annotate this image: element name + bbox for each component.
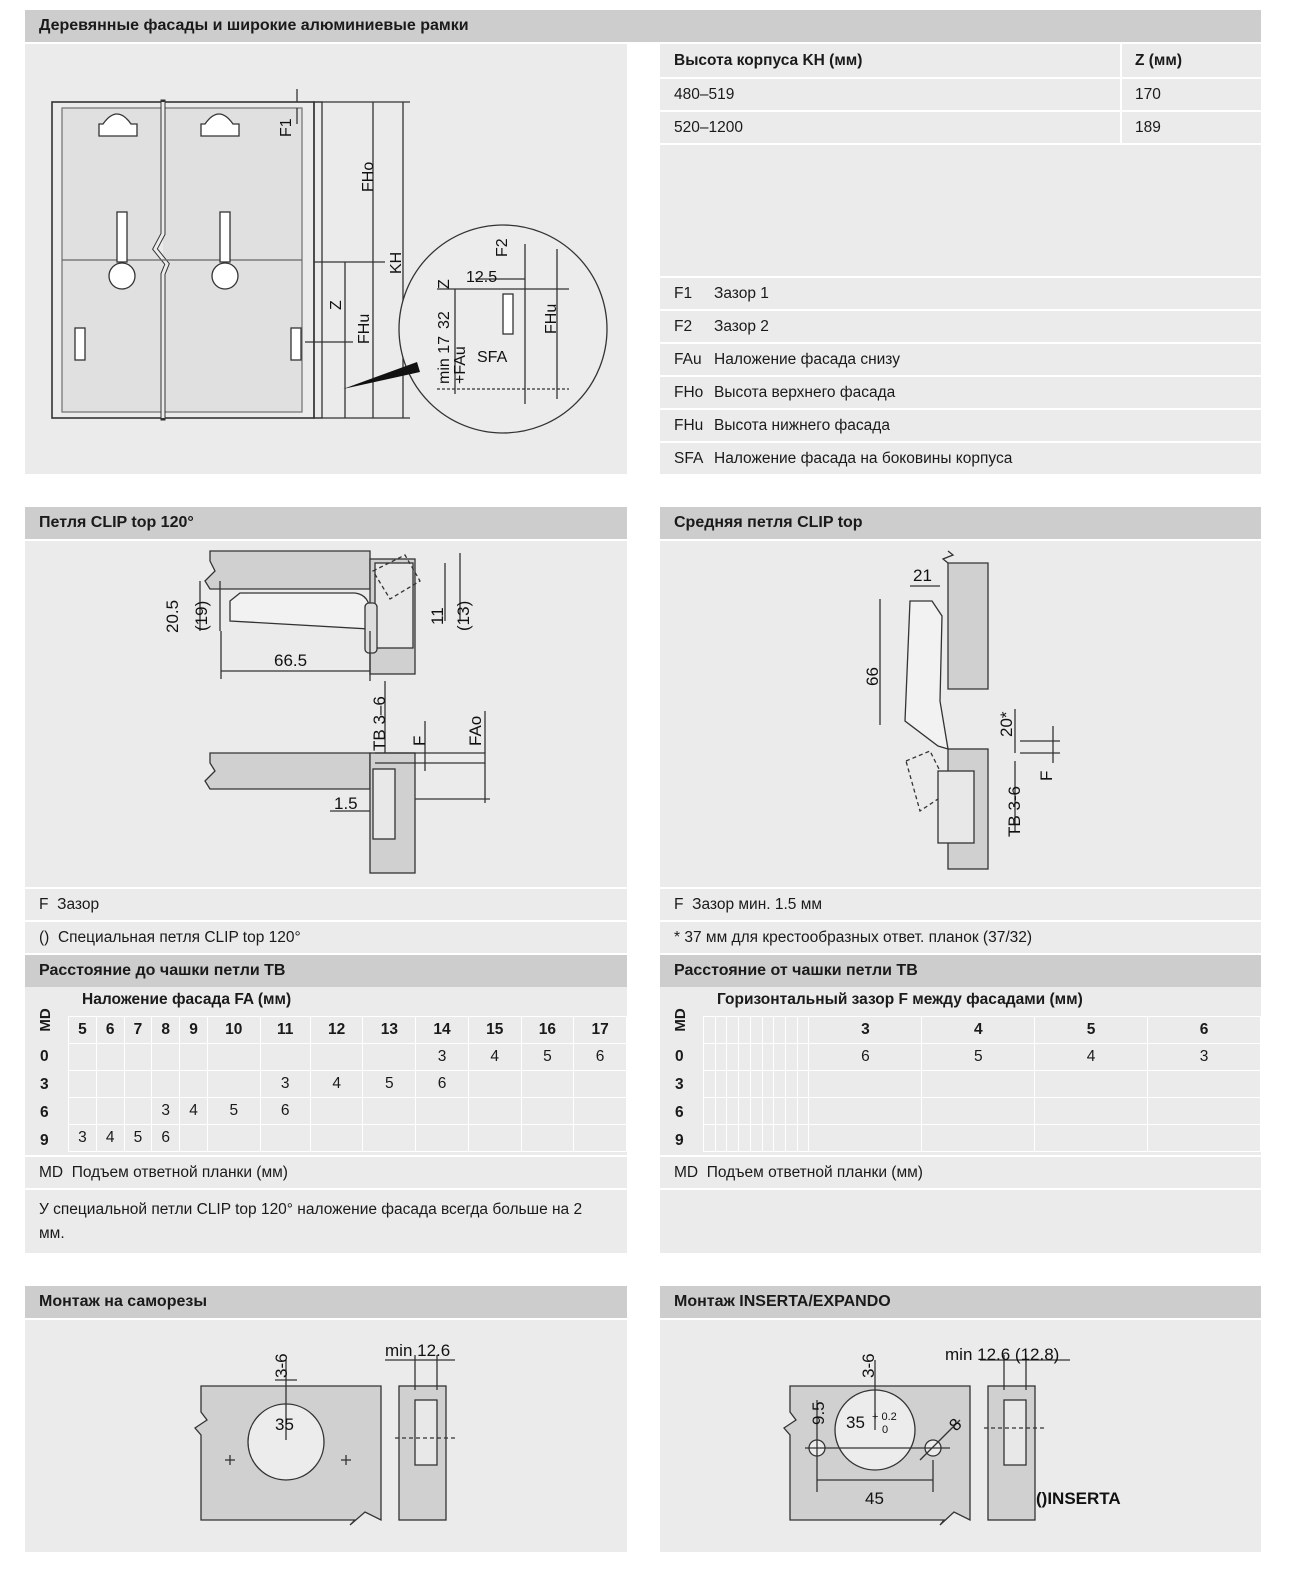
col-header: 7 — [124, 1017, 152, 1044]
note-key: () — [39, 929, 50, 946]
legend-item — [660, 276, 1261, 309]
table-cell — [797, 1125, 809, 1152]
table-cell — [363, 1098, 416, 1125]
table-header-row — [69, 1017, 627, 1044]
legend-value: Зазор 1 — [714, 285, 769, 302]
md-row-label: 6 — [675, 1104, 684, 1121]
dim-FHo: FHo — [360, 161, 377, 192]
dim-FHu: FHu — [356, 313, 373, 344]
col-header — [762, 1017, 774, 1044]
table-cell — [521, 1071, 574, 1098]
tb-table — [68, 1016, 627, 1152]
table-cell — [739, 1071, 751, 1098]
table-cell — [786, 1071, 798, 1098]
footer-key: MD — [674, 1164, 699, 1181]
table-cell — [96, 1044, 124, 1071]
table-cell: 6 — [260, 1098, 310, 1125]
tb-footer — [25, 1155, 627, 1188]
dim-11: 11 — [428, 607, 447, 625]
table-cell — [363, 1125, 416, 1152]
legend-item — [660, 441, 1261, 474]
dim-45: 45 — [865, 1489, 884, 1508]
kh-table-row — [660, 77, 1261, 110]
col-header — [750, 1017, 762, 1044]
table-cell — [786, 1125, 798, 1152]
table-cell: 6 — [574, 1044, 627, 1071]
dim-21: 21 — [913, 566, 932, 585]
table-cell — [797, 1071, 809, 1098]
table-cell — [96, 1098, 124, 1125]
dim-FAo: FAo — [466, 715, 485, 746]
dim-F: F — [410, 735, 429, 746]
z-value: 189 — [1135, 119, 1161, 136]
table-cell — [310, 1098, 363, 1125]
table-cell — [786, 1044, 798, 1071]
table-cell — [750, 1125, 762, 1152]
dim-13: (13) — [454, 600, 473, 631]
table-cell — [727, 1071, 739, 1098]
dim-19: (19) — [192, 600, 211, 631]
md-row-label: 9 — [40, 1132, 49, 1149]
table-cell — [762, 1098, 774, 1125]
section-header-tb-distance-middle: Расстояние от чашки петли TB — [660, 955, 1261, 987]
legend-value: Зазор 2 — [714, 318, 769, 335]
legend-value: Высота нижнего фасада — [714, 417, 890, 434]
table-row — [69, 1044, 627, 1071]
dim-F1: F1 — [278, 118, 295, 137]
kh-value: 480–519 — [674, 86, 735, 103]
table-cell — [207, 1071, 260, 1098]
legend-key: FHo — [674, 384, 704, 401]
table-cell — [922, 1071, 1035, 1098]
table-cell — [1035, 1071, 1148, 1098]
table-cell: 4 — [1035, 1044, 1148, 1071]
table-cell: 5 — [124, 1125, 152, 1152]
md-row-label: 6 — [40, 1104, 49, 1121]
table-cell — [180, 1071, 208, 1098]
kh-col-header: Высота корпуса KH (мм) — [674, 52, 863, 69]
table-cell — [260, 1044, 310, 1071]
legend-key: F1 — [674, 285, 693, 302]
table-cell — [310, 1125, 363, 1152]
legend-item — [660, 375, 1261, 408]
table-cell — [207, 1044, 260, 1071]
table-cell: 3 — [152, 1098, 180, 1125]
legend-key: SFA — [674, 450, 704, 467]
dim-9-5: 9.5 — [809, 1401, 828, 1425]
dim-32: 32 — [436, 311, 453, 329]
note-value: Специальная петля CLIP top 120° — [57, 929, 301, 946]
dim-3-6: 3-6 — [859, 1353, 878, 1378]
table-cell — [521, 1098, 574, 1125]
col-header: 8 — [152, 1017, 180, 1044]
col-header: 10 — [207, 1017, 260, 1044]
kh-col-divider — [1120, 44, 1122, 143]
table-cell — [180, 1044, 208, 1071]
note-value: 37 мм для крестообразных ответ. планок (37/32) — [684, 929, 1033, 946]
table-row — [704, 1071, 1261, 1098]
dim-FHu-detail: FHu — [543, 303, 560, 334]
table-cell: 4 — [468, 1044, 521, 1071]
table-cell — [207, 1125, 260, 1152]
dim-Z: Z — [328, 300, 345, 310]
legend-value: Высота верхнего фасада — [714, 384, 896, 401]
col-header: 17 — [574, 1017, 627, 1044]
table-cell — [521, 1125, 574, 1152]
table-row — [69, 1125, 627, 1152]
col-header — [797, 1017, 809, 1044]
table-cell — [69, 1098, 97, 1125]
col-header — [727, 1017, 739, 1044]
footer-value: Подъем ответной планки (мм) — [71, 1164, 288, 1181]
table-cell: 6 — [416, 1071, 469, 1098]
dim-66-5: 66.5 — [274, 651, 308, 670]
table-cell — [739, 1044, 751, 1071]
table-cell — [715, 1125, 727, 1152]
table-cell — [704, 1098, 716, 1125]
table-cell: 5 — [363, 1071, 416, 1098]
col-header — [715, 1017, 727, 1044]
col-header: 14 — [416, 1017, 469, 1044]
table-cell — [152, 1044, 180, 1071]
table-cell — [468, 1071, 521, 1098]
table-cell: 4 — [310, 1071, 363, 1098]
note-value: Зазор — [57, 896, 100, 913]
divider — [660, 143, 1261, 145]
note-item — [25, 887, 627, 920]
dim-1-5: 1.5 — [334, 794, 358, 813]
col-header — [704, 1017, 716, 1044]
dim-20-star: 20* — [997, 711, 1016, 737]
md-row-label: 3 — [40, 1076, 49, 1093]
table-row — [704, 1044, 1261, 1071]
dim-min-12-6-12-8: min 12.6 (12.8) — [945, 1345, 1060, 1364]
section-header-tb-distance: Расстояние до чашки петли TB — [25, 955, 627, 987]
tb-table-middle — [703, 1016, 1261, 1152]
table-cell — [260, 1125, 310, 1152]
inserta-label: ()INSERTA — [1036, 1489, 1121, 1508]
z-col-header: Z (мм) — [1135, 52, 1183, 69]
table-cell — [727, 1125, 739, 1152]
table-cell: 3 — [416, 1044, 469, 1071]
table-cell — [574, 1125, 627, 1152]
legend-value: Наложение фасада снизу — [714, 351, 900, 368]
table-cell — [574, 1098, 627, 1125]
dim-SFA: SFA — [477, 349, 508, 366]
md-row-label: 3 — [675, 1076, 684, 1093]
col-header: 11 — [260, 1017, 310, 1044]
table-cell: 3 — [69, 1125, 97, 1152]
table-cell — [1148, 1071, 1261, 1098]
table-cell — [727, 1098, 739, 1125]
table-cell — [774, 1125, 786, 1152]
footer-key: MD — [39, 1164, 64, 1181]
table-cell — [704, 1071, 716, 1098]
col-header — [786, 1017, 798, 1044]
legend-value: Наложение фасада на боковины корпуса — [714, 450, 1013, 467]
col-header: 12 — [310, 1017, 363, 1044]
table-cell — [69, 1044, 97, 1071]
md-row-label: 9 — [675, 1132, 684, 1149]
dim-tolerance-bottom: 0 — [882, 1424, 889, 1436]
table-cell — [152, 1071, 180, 1098]
table-cell — [715, 1098, 727, 1125]
middle-clip-top-diagram — [660, 541, 1261, 887]
clip-top-120-diagram — [25, 541, 627, 887]
col-header: 3 — [809, 1017, 922, 1044]
dim-3-6: 3-6 — [272, 1353, 291, 1378]
table-cell — [1148, 1125, 1261, 1152]
table-cell — [774, 1044, 786, 1071]
legend-item — [660, 342, 1261, 375]
table-cell — [922, 1125, 1035, 1152]
section-header-screw-mount: Монтаж на саморезы — [25, 1286, 627, 1318]
table-cell: 6 — [152, 1125, 180, 1152]
table-cell — [809, 1125, 922, 1152]
table-cell — [416, 1098, 469, 1125]
table-cell — [774, 1071, 786, 1098]
col-header — [739, 1017, 751, 1044]
dim-tb-3-6: TB 3–6 — [370, 696, 389, 751]
table-cell — [774, 1098, 786, 1125]
table-cell: 4 — [96, 1125, 124, 1152]
table-cell — [715, 1044, 727, 1071]
dim-35: 35 — [275, 1415, 294, 1434]
table-cell — [762, 1044, 774, 1071]
tb-table-caption: Горизонтальный зазор F между фасадами (мм) — [717, 991, 1083, 1008]
table-cell — [750, 1071, 762, 1098]
dim-KH: KH — [388, 251, 405, 274]
table-cell — [1148, 1098, 1261, 1125]
col-header: 4 — [922, 1017, 1035, 1044]
section-header-facades: Деревянные фасады и широкие алюминиевые рамки — [25, 10, 1261, 42]
dim-min-12-6: min 12.6 — [385, 1341, 451, 1360]
table-cell — [124, 1071, 152, 1098]
legend-key: FHu — [674, 417, 704, 434]
note-key: * — [674, 929, 681, 946]
col-header: 15 — [468, 1017, 521, 1044]
table-cell: 5 — [922, 1044, 1035, 1071]
note-value: Зазор мин. 1.5 мм — [692, 896, 823, 913]
legend-key: F2 — [674, 318, 693, 335]
dim-min17: min 17 — [436, 335, 453, 384]
col-header: 16 — [521, 1017, 574, 1044]
section-header-clip-top-120: Петля CLIP top 120° — [25, 507, 627, 539]
table-row — [69, 1098, 627, 1125]
table-header-row — [704, 1017, 1261, 1044]
tb-table-caption: Наложение фасада FA (мм) — [82, 991, 292, 1008]
table-cell — [124, 1044, 152, 1071]
table-cell — [750, 1044, 762, 1071]
note-key: F — [674, 896, 684, 913]
inserta-mount-diagram — [660, 1320, 1261, 1552]
table-cell: 5 — [521, 1044, 574, 1071]
table-cell — [574, 1071, 627, 1098]
z-value: 170 — [1135, 86, 1161, 103]
col-header — [774, 1017, 786, 1044]
table-cell — [124, 1098, 152, 1125]
table-cell — [1035, 1098, 1148, 1125]
col-header: 9 — [180, 1017, 208, 1044]
table-cell — [96, 1071, 124, 1098]
table-cell — [739, 1125, 751, 1152]
table-cell: 4 — [180, 1098, 208, 1125]
table-cell — [1035, 1125, 1148, 1152]
note-item — [660, 887, 1261, 920]
dim-20-5: 20.5 — [163, 599, 182, 633]
table-cell: 5 — [207, 1098, 260, 1125]
table-cell: 6 — [809, 1044, 922, 1071]
kh-table-header — [660, 44, 1261, 77]
table-cell — [69, 1071, 97, 1098]
md-row-label: 0 — [675, 1048, 684, 1065]
legend-item — [660, 408, 1261, 441]
dim-F2: F2 — [494, 238, 511, 257]
table-cell — [797, 1098, 809, 1125]
col-header: 6 — [96, 1017, 124, 1044]
table-cell — [363, 1044, 416, 1071]
table-cell — [727, 1044, 739, 1071]
dim-FAu: +FAu — [452, 346, 469, 384]
dim-8: 8 — [945, 1414, 966, 1435]
tb-table-md-label: MD — [672, 1008, 689, 1032]
dim-tb-3-6: TB 3-6 — [1005, 785, 1024, 837]
note-item — [25, 920, 627, 953]
table-cell — [180, 1125, 208, 1152]
divider — [660, 1188, 1261, 1190]
kh-table-row — [660, 110, 1261, 143]
table-cell — [809, 1098, 922, 1125]
col-header: 5 — [69, 1017, 97, 1044]
dim-12-5: 12.5 — [466, 269, 498, 286]
table-cell — [762, 1125, 774, 1152]
section-header-middle-clip-top: Средняя петля CLIP top — [660, 507, 1261, 539]
table-cell: 3 — [1148, 1044, 1261, 1071]
kh-value: 520–1200 — [674, 119, 743, 136]
table-cell — [739, 1098, 751, 1125]
facades-diagram — [25, 44, 627, 474]
tb-footer-middle — [660, 1155, 1261, 1188]
table-cell — [310, 1044, 363, 1071]
dim-F: F — [1037, 770, 1056, 781]
legend-key: FAu — [674, 351, 702, 368]
table-cell — [809, 1071, 922, 1098]
tb-table-md-label: MD — [37, 1008, 54, 1032]
table-cell — [786, 1098, 798, 1125]
dim-66: 66 — [863, 667, 882, 686]
table-cell — [922, 1098, 1035, 1125]
table-row — [69, 1071, 627, 1098]
col-header: 13 — [363, 1017, 416, 1044]
screw-mount-diagram — [25, 1320, 627, 1552]
table-row — [704, 1098, 1261, 1125]
table-cell — [416, 1125, 469, 1152]
footer-value: Подъем ответной планки (мм) — [706, 1164, 923, 1181]
table-cell: 3 — [260, 1071, 310, 1098]
dim-tolerance-top: + 0.2 — [872, 1411, 897, 1423]
table-cell — [704, 1044, 716, 1071]
section-header-inserta-mount: Монтаж INSERTA/EXPANDO — [660, 1286, 1261, 1318]
table-row — [704, 1125, 1261, 1152]
note-item — [660, 920, 1261, 953]
table-cell — [704, 1125, 716, 1152]
table-cell — [750, 1098, 762, 1125]
table-cell — [468, 1125, 521, 1152]
note-key: F — [39, 896, 49, 913]
table-cell — [715, 1071, 727, 1098]
col-header: 5 — [1035, 1017, 1148, 1044]
md-row-label: 0 — [40, 1048, 49, 1065]
dim-35: 35 — [846, 1413, 865, 1432]
dim-Z-detail: Z — [436, 279, 453, 289]
tb-note: У специальной петли CLIP top 120° наложение фасада всегда больше на 2 мм. — [25, 1188, 627, 1253]
table-cell — [762, 1071, 774, 1098]
table-cell — [468, 1098, 521, 1125]
col-header: 6 — [1148, 1017, 1261, 1044]
legend-item — [660, 309, 1261, 342]
table-cell — [797, 1044, 809, 1071]
